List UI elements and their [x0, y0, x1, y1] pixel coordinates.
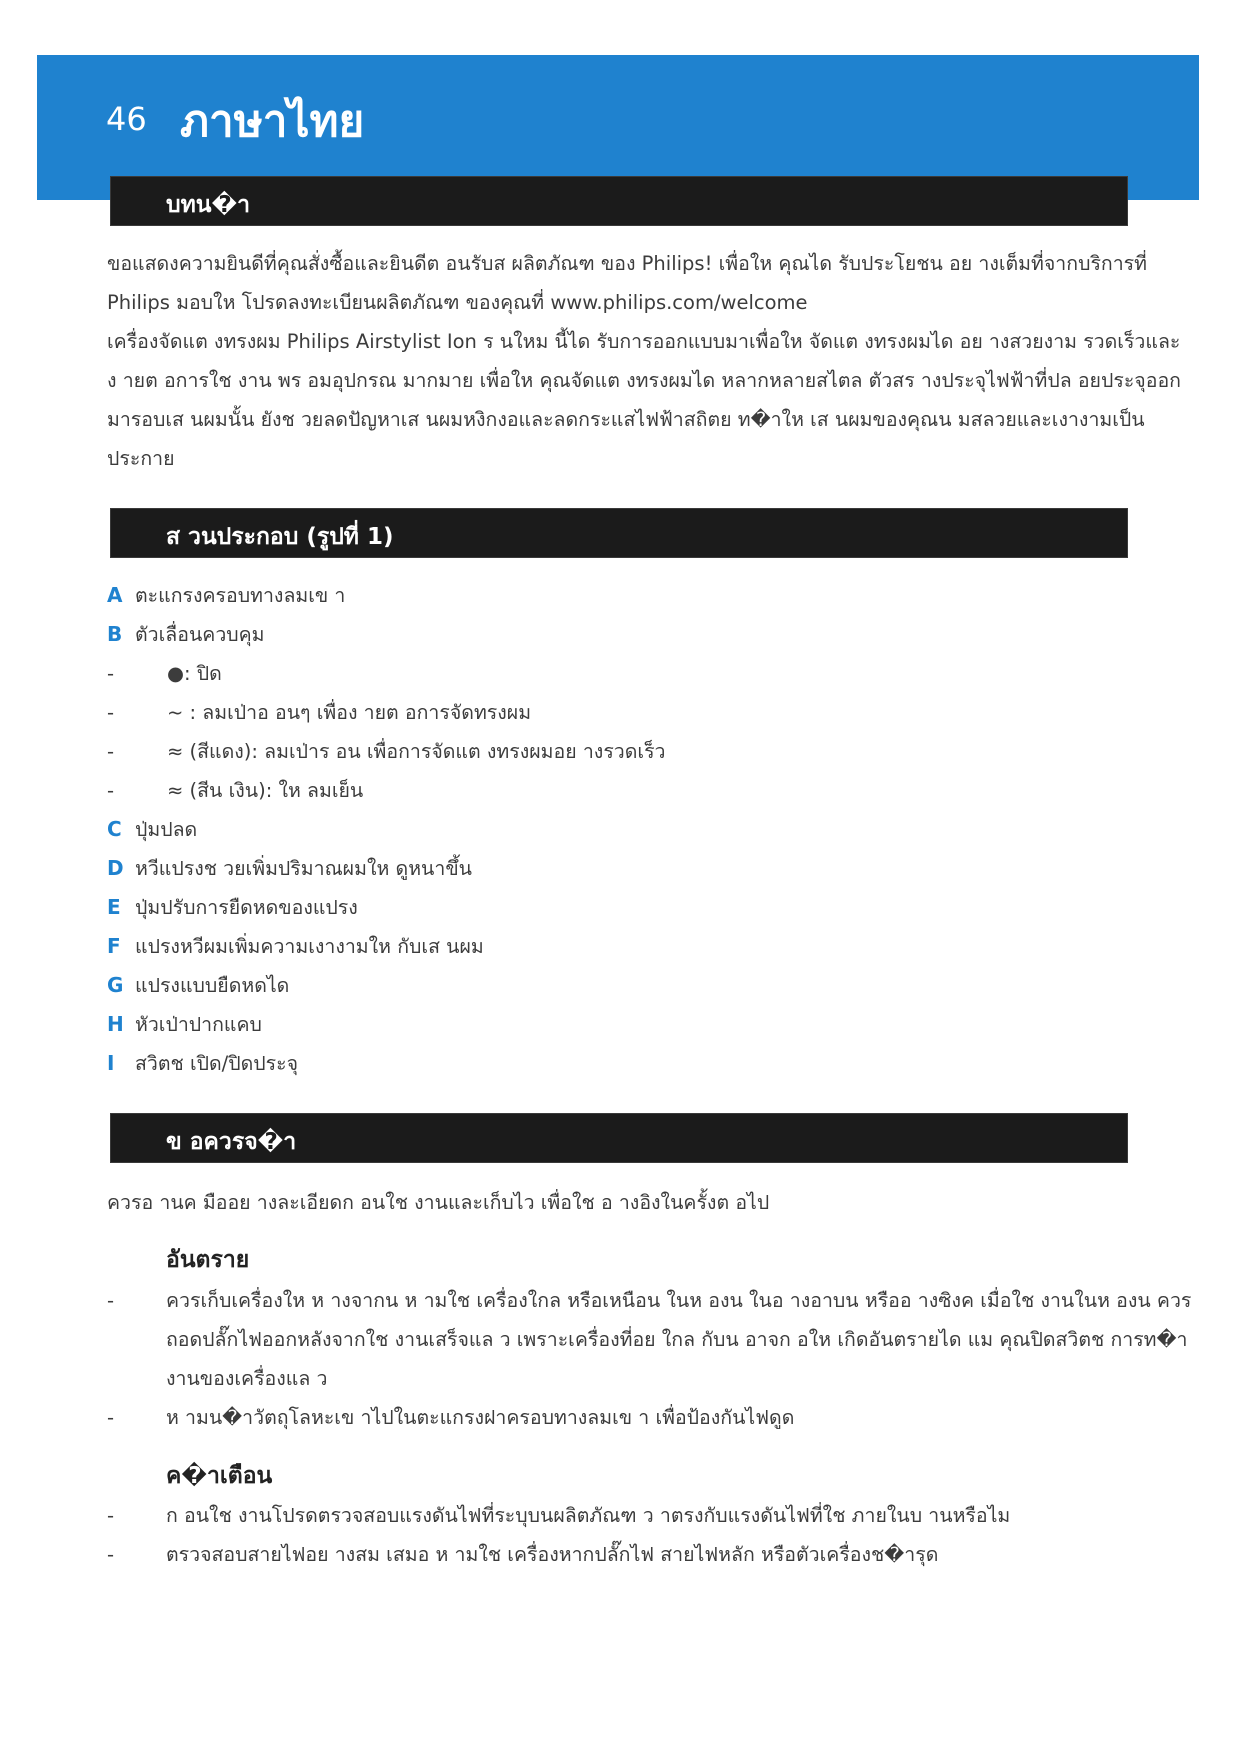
list-item: - ควรเก็บเครื่องให ห างจากน ห ามใช เครื่องใกล หรือเหนือน ในห องน ในอ างอาบน หรืออ างซิงค เมื่อใช งานในห องน ควรถอดปลั๊กไฟออกหลังจากใช งานเสร็จแล ว เพราะเครื่องที่อย ใกล กับน อาจก อให เกิดอันตรายได แม คุณปิดสวิตช การท�างานของเครื่องแล ว: [107, 1289, 1192, 1390]
item-marker: -: [107, 662, 115, 685]
item-text: หัวเป่าปากแคบ: [135, 1013, 262, 1036]
list-item: [107, 810, 666, 849]
page-number: 46: [106, 100, 147, 138]
important-intro: [107, 1183, 1182, 1222]
danger-heading: อันตราย: [166, 1247, 250, 1273]
item-marker: C: [107, 817, 122, 841]
item-text: ตะแกรงครอบทางลมเข า: [135, 584, 346, 607]
item-text: หวีแปรงช วยเพิ่มปริมาณผมให ดูหนาขึ้น: [135, 857, 472, 880]
list-item: - ตรวจสอบสายไฟอย างสม เสมอ ห ามใช เครื่องหากปลั๊กไฟ สายไฟหลัก หรือตัวเครื่องช�ารุด: [107, 1543, 939, 1566]
list-item: [107, 849, 666, 888]
important-intro-text: ควรอ านค มืออย างละเอียดก อนใช งานและเก็บไว เพื่อใช อ างอิงในครั้งต อไป: [107, 1191, 770, 1214]
list-item: [107, 615, 666, 654]
item-marker: I: [107, 1051, 115, 1075]
section-title-important: ข อควรจ�า: [166, 1129, 297, 1155]
list-item: [107, 888, 666, 927]
item-text: ก อนใช งานโปรดตรวจสอบแรงดันไฟที่ระบุบนผลิตภัณฑ ว าตรงกับแรงดันไฟที่ใช ภายในบ านหรือไม: [166, 1504, 1011, 1527]
item-marker: E: [107, 895, 121, 919]
item-text: แปรงแบบยืดหดได: [135, 974, 290, 997]
item-text: ตรวจสอบสายไฟอย างสม เสมอ ห ามใช เครื่องหากปลั๊กไฟ สายไฟหลัก หรือตัวเครื่องช�ารุด: [166, 1543, 939, 1566]
item-text: ควรเก็บเครื่องให ห างจากน ห ามใช เครื่องใกล หรือเหนือน ในห องน ในอ างอาบน หรืออ างซิงค เมื่อใช งานในห องน ควรถอดปลั๊กไฟออกหลังจากใช งานเสร็จแล ว เพราะเครื่องที่อย ใกล กับน อาจก อให เกิดอันตรายได แม คุณปิดสวิตช การท�างานของเครื่องแล ว: [166, 1289, 1192, 1390]
list-item: [107, 966, 666, 1005]
item-text: ปุ่มปลด: [135, 818, 198, 841]
list-item: [107, 654, 666, 693]
warning-list: [107, 1496, 1197, 1574]
section-header-important: [110, 1113, 1128, 1163]
list-item: [107, 1044, 666, 1083]
item-marker: -: [107, 779, 115, 802]
item-text: ตัวเลื่อนควบคุม: [135, 623, 265, 646]
list-item: - ห ามน�าวัตถุโลหะเข าไปในตะแกรงฝาครอบทางลมเข า เพื่อป้องกันไฟดูด: [107, 1406, 795, 1429]
warning-heading: ค�าเตือน: [166, 1463, 273, 1489]
parts-list: [107, 576, 666, 1083]
page-language-title: ภาษาไทย: [180, 96, 365, 147]
list-item: [107, 771, 666, 810]
section-header-intro: [110, 176, 1128, 226]
item-text: ●: ปิด: [167, 662, 222, 685]
list-item: [107, 1005, 666, 1044]
item-text: แปรงหวีผมเพิ่มความเงางามให กับเส นผม: [135, 935, 484, 958]
item-marker: B: [107, 622, 123, 646]
list-item: [107, 732, 666, 771]
intro-paragraph: เครื่องจัดแต งทรงผม Philips Airstylist Ion ร นใหม นี้ได รับการออกแบบมาเพื่อให จัดแต งทรงผมได อย างสวยงาม รวดเร็วและง ายต อการใช งาน พร อมอุปกรณ มากมาย เพื่อให คุณจัดแต งทรงผมได หลากหลายสไตล ตัวสร างประจุไฟฟ้าที่ปล อยประจุออกมารอบเส นผมนั้น ยังช วยลดปัญหาเส นผมหงิกงอและลดกระแสไฟฟ้าสถิตย ท�าให เส นผมของคุณน มสลวยและเงางามเป็นประกาย: [107, 330, 1181, 470]
list-item: - ก อนใช งานโปรดตรวจสอบแรงดันไฟที่ระบุบนผลิตภัณฑ ว าตรงกับแรงดันไฟที่ใช ภายในบ านหรือไม: [107, 1504, 1011, 1527]
item-marker: H: [107, 1012, 124, 1036]
intro-paragraph: ขอแสดงความยินดีที่คุณสั่งซื้อและยินดีต อนรับส ผลิตภัณฑ ของ Philips! เพื่อให คุณได รับประโยชน อย างเต็มที่จากบริการที่ Philips มอบให โปรดลงทะเบียนผลิตภัณฑ ของคุณที่ www.philips.com/welcome: [107, 252, 1148, 314]
item-text: สวิตช เปิด/ปิดประจุ: [135, 1052, 299, 1075]
intro-text: [107, 244, 1182, 478]
item-marker: A: [107, 583, 123, 607]
item-marker: -: [107, 701, 115, 724]
list-item: [107, 576, 666, 615]
list-item: [107, 927, 666, 966]
item-text: ~ : ลมเป่าอ อนๆ เพื่อง ายต อการจัดทรงผม: [167, 701, 532, 724]
item-text: ห ามน�าวัตถุโลหะเข าไปในตะแกรงฝาครอบทางลมเข า เพื่อป้องกันไฟดูด: [166, 1406, 795, 1429]
item-text: ≈ (สีน เงิน): ให ลมเย็น: [167, 779, 364, 802]
section-title-parts: ส วนประกอบ (รูปที่ 1): [166, 524, 394, 550]
item-marker: D: [107, 856, 124, 880]
item-marker: F: [107, 934, 121, 958]
section-header-parts: [110, 508, 1128, 558]
item-text: ปุ่มปรับการยืดหดของแปรง: [135, 896, 358, 919]
list-item: [107, 693, 666, 732]
danger-list: [107, 1281, 1197, 1437]
section-title-intro: บทน�า: [166, 192, 251, 218]
item-marker: -: [107, 740, 115, 763]
item-marker: G: [107, 973, 124, 997]
item-text: ≈ (สีแดง): ลมเป่าร อน เพื่อการจัดแต งทรงผมอย างรวดเร็ว: [167, 740, 666, 763]
